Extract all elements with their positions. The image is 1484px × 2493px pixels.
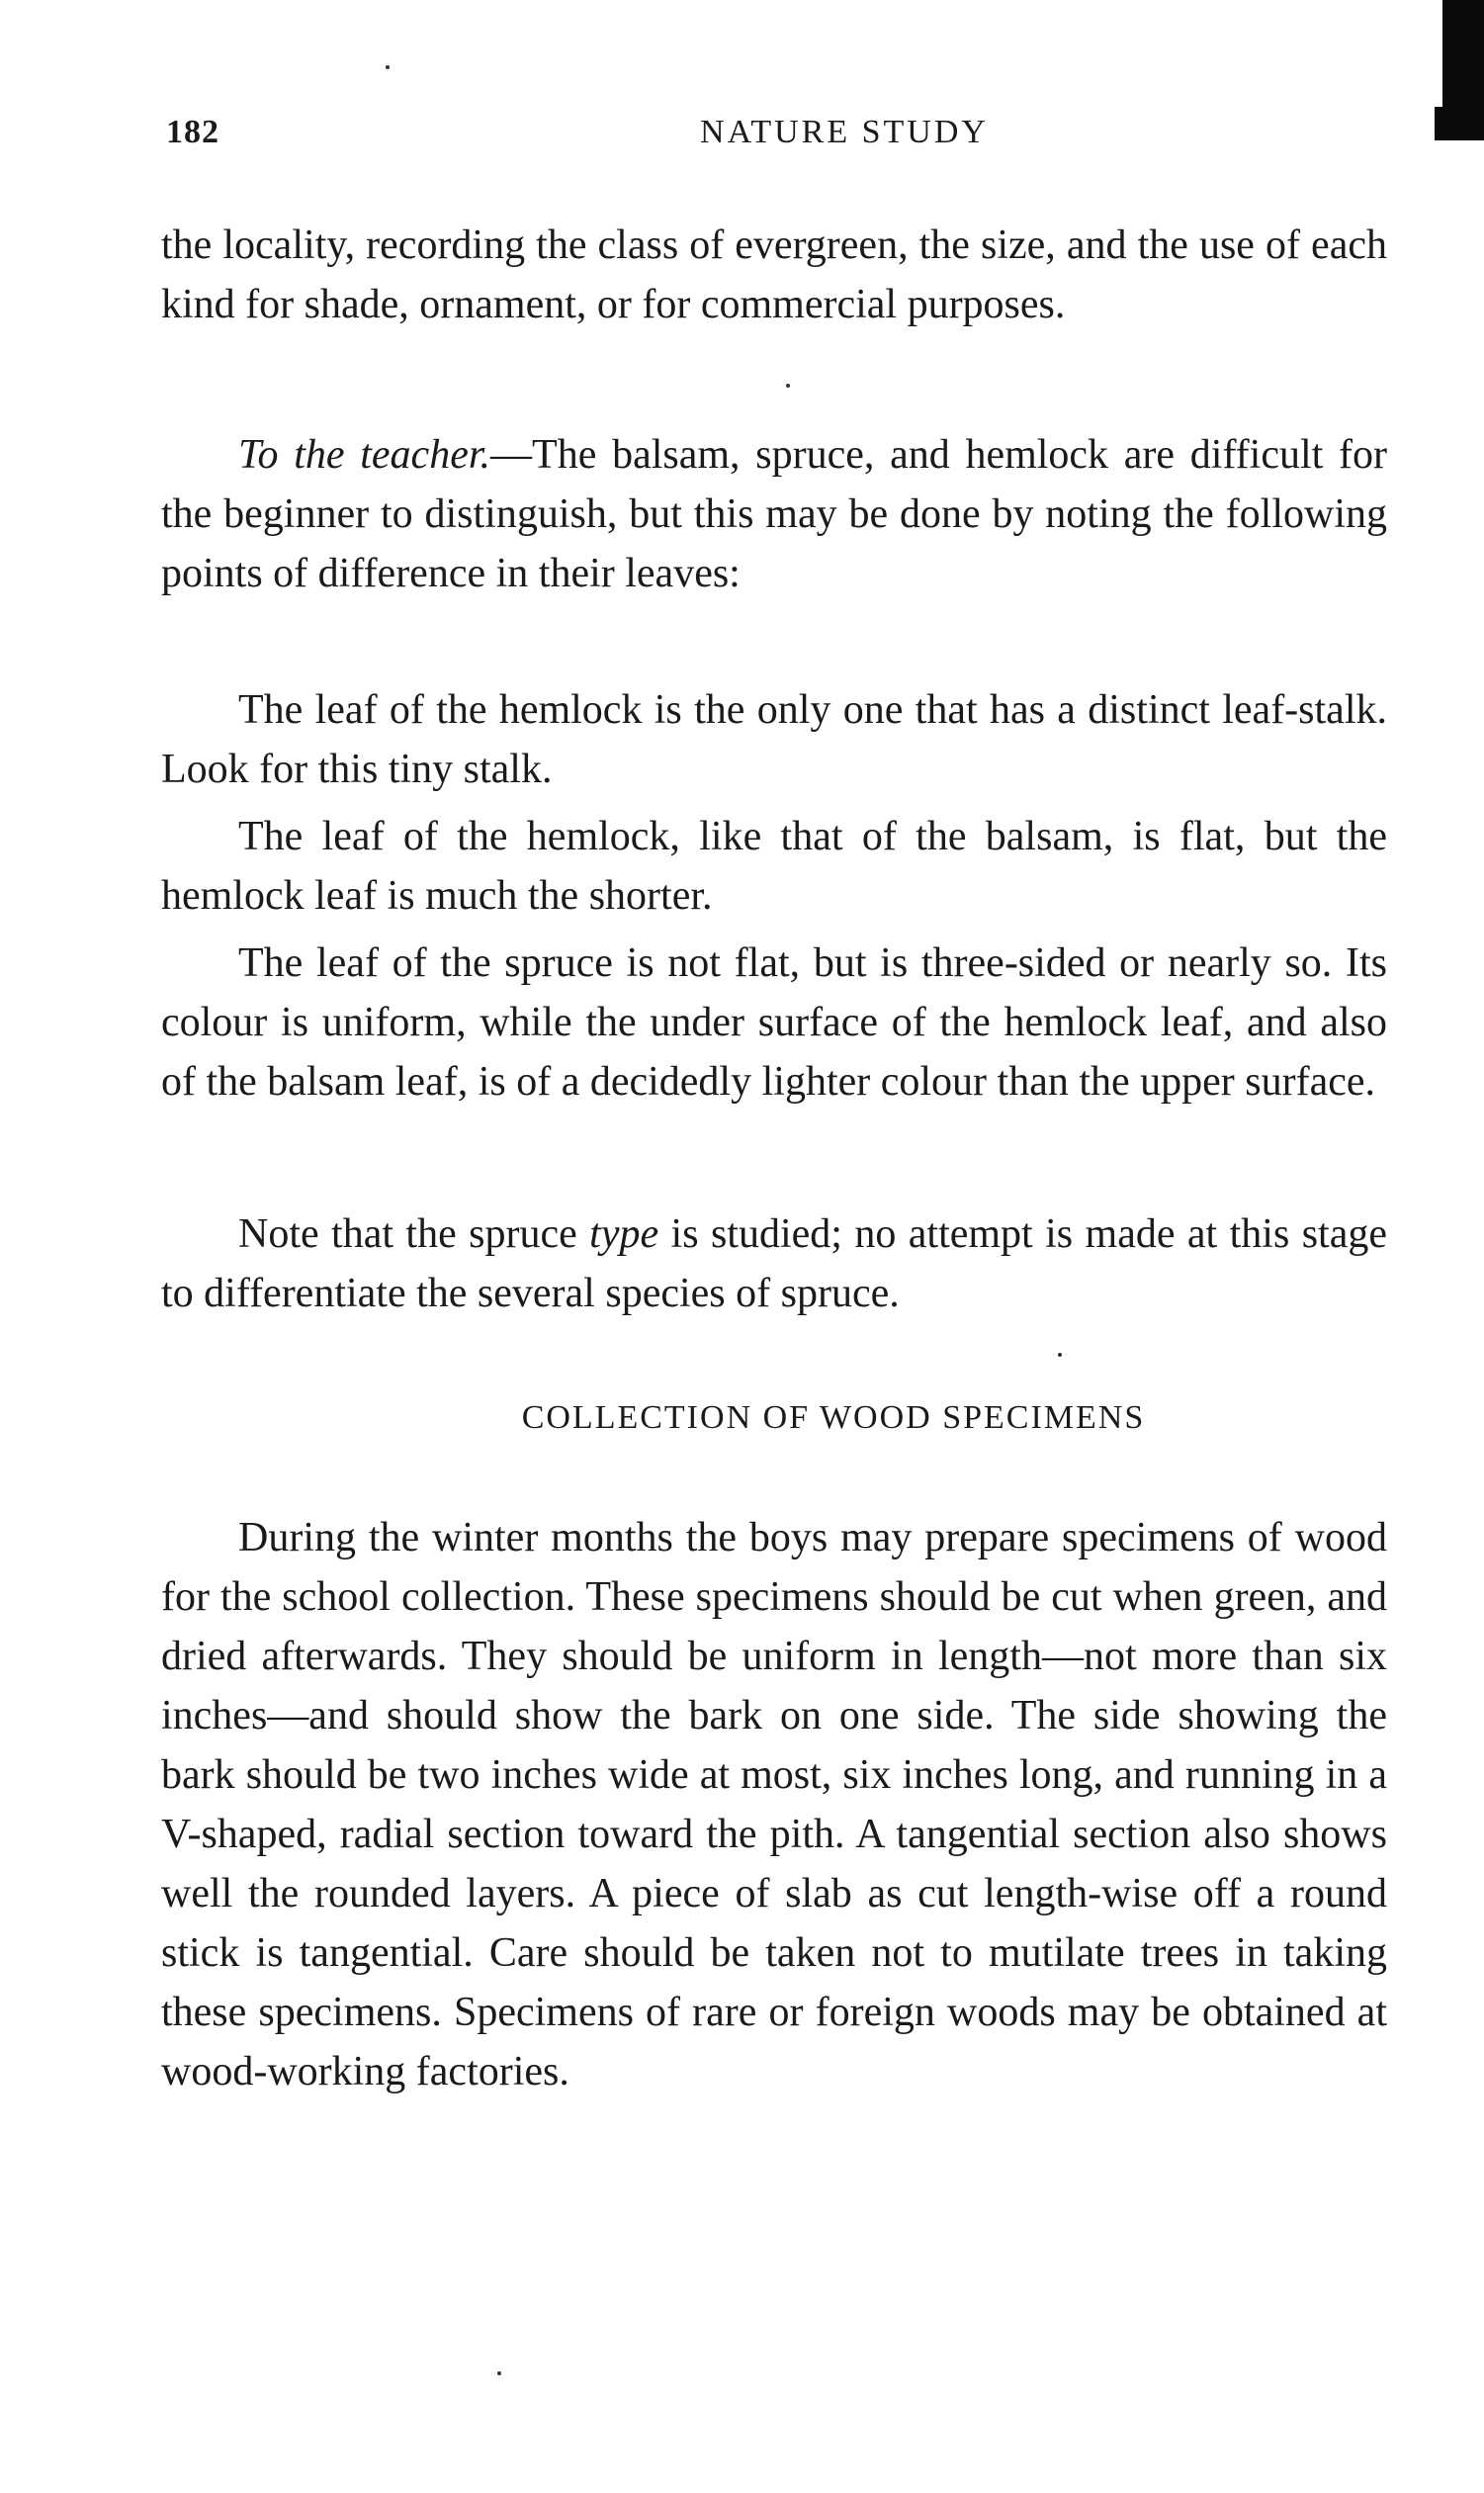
scan-speck	[386, 65, 390, 69]
scan-edge-mark	[1442, 0, 1484, 140]
paragraph-spruce-leaf: The leaf of the spruce is not flat, but is three-sided or nearly so. Its colour is uniform, while the under surface of the hemlock leaf, and also of the balsam leaf, is of a decidedly lighter colour than the upper surface.	[161, 940, 1387, 1105]
page-number: 182	[166, 114, 219, 150]
teacher-note-text: —The balsam, spruce, and hemlock are difficult for the beginner to distinguish, but this may be done by noting the following points of difference in their leaves:	[161, 432, 1387, 596]
spruce-type-emphasis: type	[589, 1211, 659, 1257]
paragraph-hemlock-stalk: The leaf of the hemlock is the only one that has a distinct leaf-stalk. Look for this tiny stalk.	[161, 687, 1387, 792]
running-head: NATURE STUDY	[700, 114, 989, 150]
scan-speck	[1058, 1353, 1062, 1357]
paragraph-spruce-type	[161, 1204, 1387, 1323]
spruce-type-end: is studied; no attempt is made at this stage to differentiate the several species of spruce.	[161, 1211, 1387, 1316]
teacher-note-lead: To the teacher.	[238, 432, 491, 478]
page-header	[166, 114, 1384, 163]
paragraph-wood-specimens: During the winter months the boys may prepare specimens of wood for the school collection. These specimens should be cut when green, and dried afterwards. They should be uniform in length—not more than six inches—and should show the bark on one side. The side showing the bark should be two inches wide at most, six inches long, and running in a V-shaped, radial section toward the pith. A tangential section also shows well the rounded layers. A piece of slab as cut length-wise off a round stick is tangential. Care should be taken not to mutilate trees in taking these specimens. Specimens of rare or foreign woods may be obtained at wood-working factories.	[161, 1515, 1387, 2094]
paragraph-locality: the locality, recording the class of evergreen, the size, and the use of each kind for shade, ornament, or for commercial purposes.	[161, 223, 1387, 327]
paragraph-to-the-teacher	[161, 425, 1387, 603]
section-heading: COLLECTION OF WOOD SPECIMENS	[521, 1399, 1146, 1436]
spruce-type-start: Note that the spruce	[238, 1211, 590, 1257]
scan-speck	[786, 384, 790, 388]
scan-speck	[497, 2371, 501, 2375]
paragraph-hemlock-flat: The leaf of the hemlock, like that of the balsam, is flat, but the hemlock leaf is much the shorter.	[161, 814, 1387, 919]
